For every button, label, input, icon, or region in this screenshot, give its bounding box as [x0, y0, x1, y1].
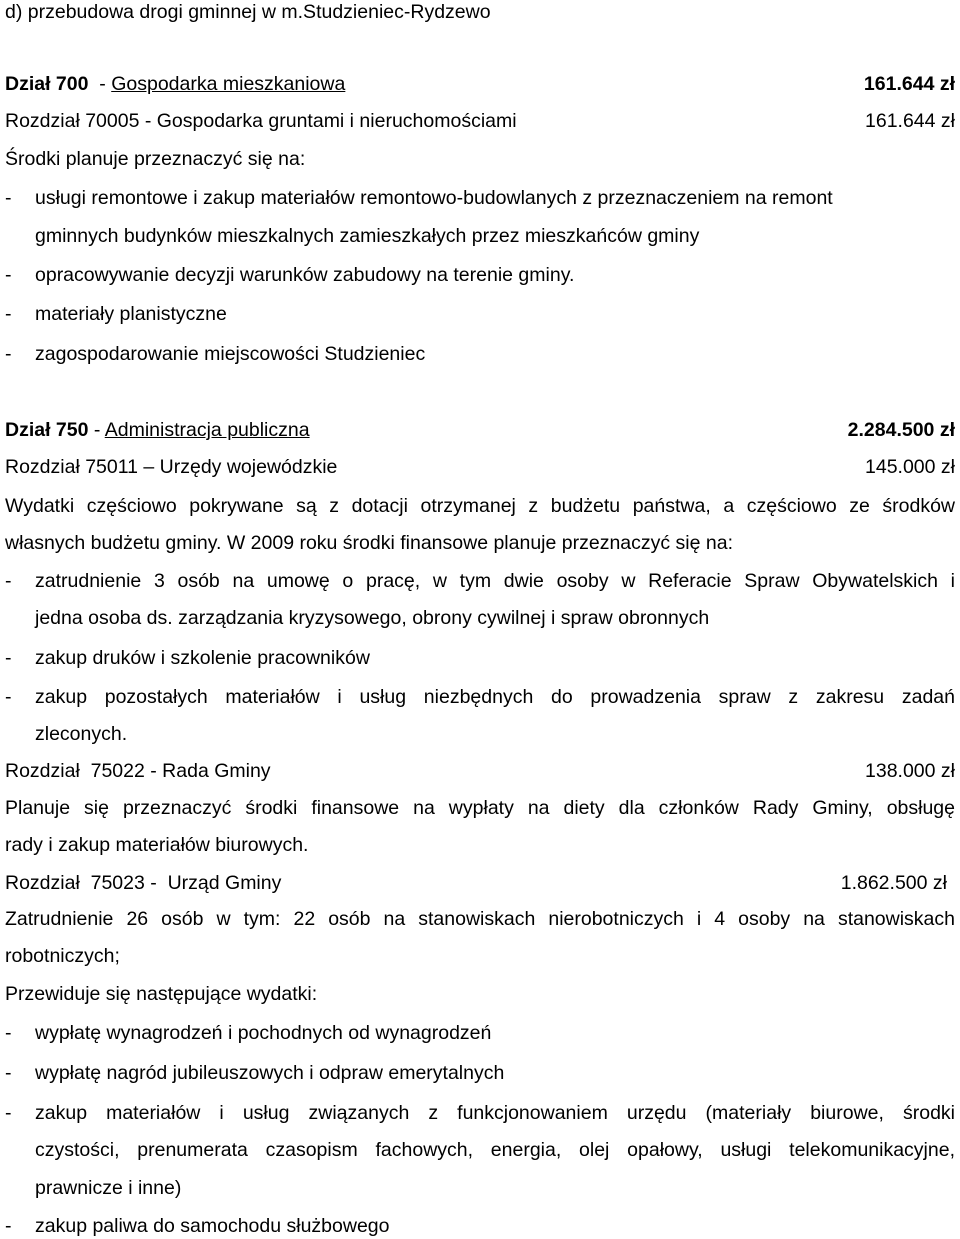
paragraph-line: Zatrudnienie 26 osób w tym: 22 osób na stanowiskach nierobotniczych i 4 osoby na stanowiskach: [5, 908, 955, 930]
dzial-700-label: Dział 700: [5, 73, 89, 95]
bullet-dash: -: [5, 264, 12, 286]
rozdzial-75011-label: Rozdział 75011 – Urzędy wojewódzkie: [5, 456, 338, 478]
bullet-dash: -: [5, 570, 12, 592]
list-item-text: zakup druków i szkolenie pracowników: [35, 647, 370, 669]
dzial-700-amount: 161.644 zł: [863, 73, 955, 95]
list-item-text: zatrudnienie 3 osób na umowę o pracę, w tym dwie osoby w Referacie Spraw Obywatelskich i: [35, 570, 955, 592]
list-item: [5, 186, 955, 210]
rozdzial-75022-amount: 138.000 zł: [865, 760, 955, 782]
dzial-700-sep: -: [88, 73, 112, 95]
list-item: [5, 569, 955, 593]
bullet-dash: -: [5, 187, 12, 209]
bullet-dash: -: [5, 686, 12, 708]
list-item-continuation: prawnicze i inne): [35, 1177, 182, 1199]
rozdzial-75022-label: Rozdział 75022 - Rada Gminy: [5, 760, 271, 782]
list-item: [5, 1061, 955, 1085]
list-item: [5, 263, 955, 287]
list-item-continuation: gminnych budynków mieszkalnych zamieszkałych przez mieszkańców gminy: [35, 225, 700, 247]
list-item: [5, 1101, 955, 1125]
list-item-text: zakup pozostałych materiałów i usług niezbędnych do prowadzenia spraw z zakresu zadań: [35, 686, 955, 708]
rozdzial-75023-header: [5, 871, 955, 895]
dzial-750-sep: -: [88, 419, 105, 441]
dzial-750-amount: 2.284.500 zł: [847, 419, 955, 441]
dzial-750-name: Administracja publiczna: [104, 419, 310, 441]
bullet-dash: -: [5, 343, 12, 365]
list-item-text: zagospodarowanie miejscowości Studzieniec: [35, 343, 426, 365]
dzial-700-name: Gospodarka mieszkaniowa: [111, 73, 346, 95]
bullet-dash: -: [5, 1022, 12, 1044]
rozdzial-75011-amount: 145.000 zł: [865, 456, 955, 478]
list-item: [5, 646, 955, 670]
paragraph-line: Planuje się przeznaczyć środki finansowe na wypłaty na diety dla członków Rady Gminy, obsługę: [5, 797, 955, 819]
expenses-intro: Przewiduje się następujące wydatki:: [5, 983, 318, 1005]
list-item-continuation: zleconych.: [35, 723, 128, 745]
list-item-continuation: jedna osoba ds. zarządzania kryzysowego, obrony cywilnej i spraw obronnych: [35, 607, 710, 629]
section-title: d) przebudowa drogi gminnej w m.Studzieniec-Rydzewo: [5, 1, 491, 23]
bullet-dash: -: [5, 303, 12, 325]
list-item: [5, 685, 955, 709]
rozdzial-75011-header: [5, 455, 955, 479]
list-item: [5, 1021, 955, 1045]
srodki-intro: Środki planuje przeznaczyć się na:: [5, 148, 306, 170]
list-item-continuation: czystości, prenumerata czasopism fachowych, energia, olej opałowy, usługi telekomunikacyjne,: [35, 1139, 955, 1161]
list-item: [5, 342, 955, 366]
rozdzial-70005-label: Rozdział 70005 - Gospodarka gruntami i nieruchomościami: [5, 110, 517, 132]
dzial-750-label: Dział 750: [5, 419, 89, 441]
paragraph-line: własnych budżetu gminy. W 2009 roku środki finansowe planuje przeznaczyć się na:: [5, 532, 734, 554]
bullet-dash: -: [5, 1062, 12, 1084]
paragraph-line: Wydatki częściowo pokrywane są z dotacji otrzymanej z budżetu państwa, a częściowo ze środków: [5, 495, 955, 517]
list-item-text: materiały planistyczne: [35, 303, 227, 325]
rozdzial-70005-header: [5, 109, 955, 133]
paragraph-line: rady i zakup materiałów biurowych.: [5, 834, 309, 856]
rozdzial-75023-label: Rozdział 75023 - Urząd Gminy: [5, 872, 282, 894]
dzial-700-header: [5, 72, 955, 96]
rozdzial-75023-amount: 1.862.500 zł: [840, 872, 947, 894]
list-item: [5, 302, 955, 326]
list-item-text: zakup materiałów i usług związanych z funkcjonowaniem urzędu (materiały biurowe, środki: [35, 1102, 955, 1124]
bullet-dash: -: [5, 647, 12, 669]
list-item-text: zakup paliwa do samochodu służbowego: [35, 1215, 390, 1237]
list-item-text: usługi remontowe i zakup materiałów remontowo-budowlanych z przeznaczeniem na remont: [35, 187, 833, 209]
list-item: [5, 1214, 955, 1238]
list-item-text: wypłatę wynagrodzeń i pochodnych od wynagrodzeń: [35, 1022, 492, 1044]
paragraph-line: robotniczych;: [5, 945, 120, 967]
rozdzial-75022-header: [5, 759, 955, 783]
bullet-dash: -: [5, 1215, 12, 1237]
list-item-text: opracowywanie decyzji warunków zabudowy na terenie gminy.: [35, 264, 575, 286]
list-item-text: wypłatę nagród jubileuszowych i odpraw emerytalnych: [35, 1062, 505, 1084]
dzial-750-header: [5, 418, 955, 442]
rozdzial-70005-amount: 161.644 zł: [865, 110, 955, 132]
bullet-dash: -: [5, 1102, 12, 1124]
